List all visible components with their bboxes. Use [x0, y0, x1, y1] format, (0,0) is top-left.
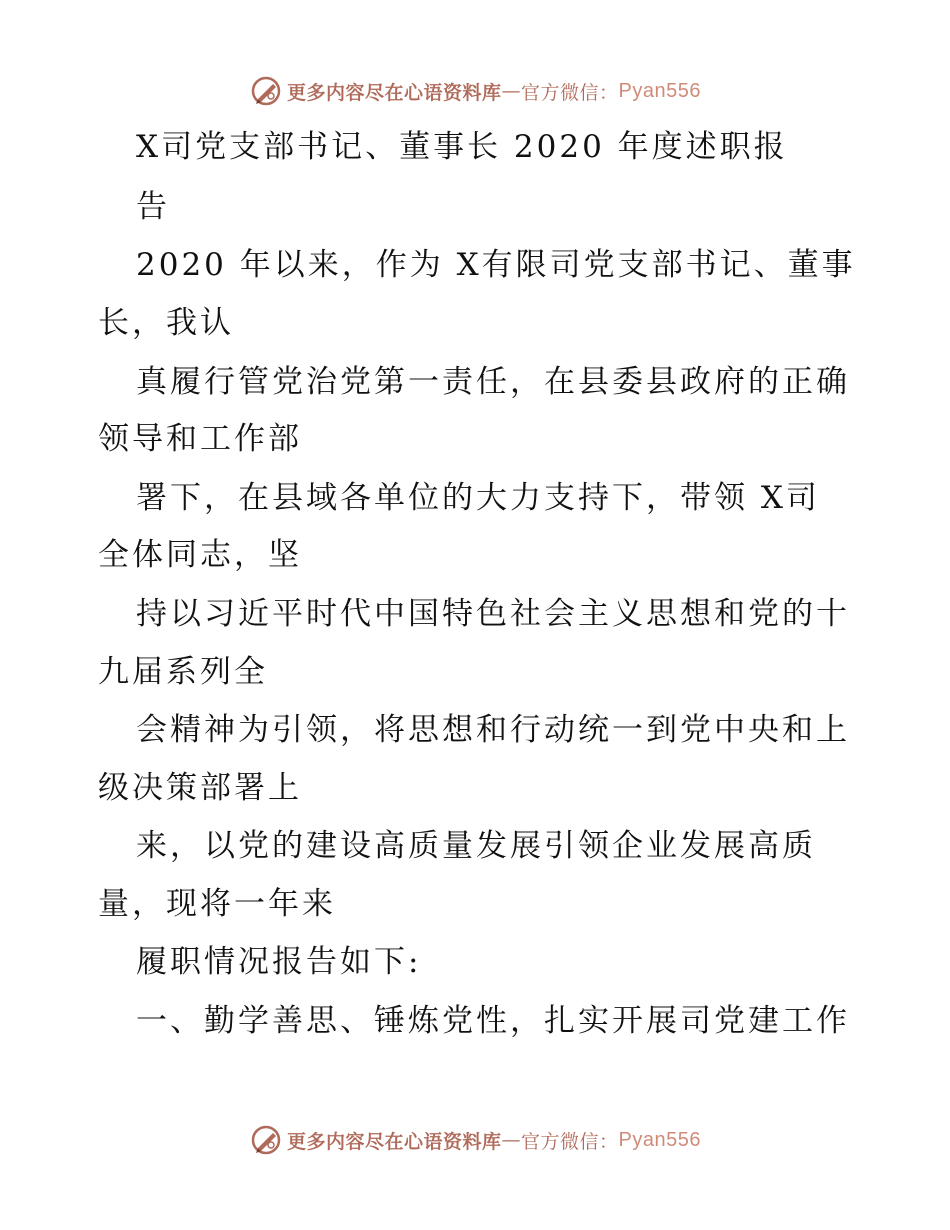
pen-logo-icon: [249, 1123, 283, 1157]
paragraph-line: 2020 年以来，作为 X有限司党支部书记、董事: [136, 247, 856, 283]
paragraph-line: 履职情况报告如下:: [136, 944, 422, 980]
watermark-wechat-label: 官方微信：: [521, 1130, 619, 1153]
watermark-main-text: 更多内容尽在心语资料库: [287, 1130, 502, 1153]
watermark-dash: —: [501, 80, 522, 102]
watermark-main-text: 更多内容尽在心语资料库: [287, 81, 502, 104]
document-title-line-2: 告: [136, 189, 170, 225]
paragraph-line: 长，我认: [98, 305, 234, 341]
watermark-dash: —: [501, 1129, 522, 1151]
paragraph-line: 真履行管党治党第一责任，在县委县政府的正确: [136, 364, 850, 400]
paragraph-line: 量，现将一年来: [98, 886, 336, 922]
watermark-wechat-id: Pyan556: [618, 79, 701, 102]
document-title-line-1: X司党支部书记、董事长 2020 年度述职报: [136, 129, 788, 165]
paragraph-line: 级决策部署上: [98, 770, 302, 806]
watermark-wechat-id: Pyan556: [618, 1128, 701, 1151]
paragraph-line: 九届系列全: [98, 654, 268, 690]
paragraph-line: 持以习近平时代中国特色社会主义思想和党的十: [136, 596, 850, 632]
paragraph-line: 来，以党的建设高质量发展引领企业发展高质: [136, 828, 816, 864]
paragraph-line: 领导和工作部: [98, 421, 302, 457]
watermark-wechat-label: 官方微信：: [521, 81, 619, 104]
paragraph-line: 会精神为引领，将思想和行动统一到党中央和上: [136, 712, 850, 748]
paragraph-line: 全体同志，坚: [98, 537, 302, 573]
footer-watermark: [0, 1120, 950, 1160]
paragraph-line: 署下，在县域各单位的大力支持下，带领 X司: [136, 480, 820, 516]
section-heading: 一、勤学善思、锤炼党性，扎实开展司党建工作: [136, 1003, 850, 1039]
